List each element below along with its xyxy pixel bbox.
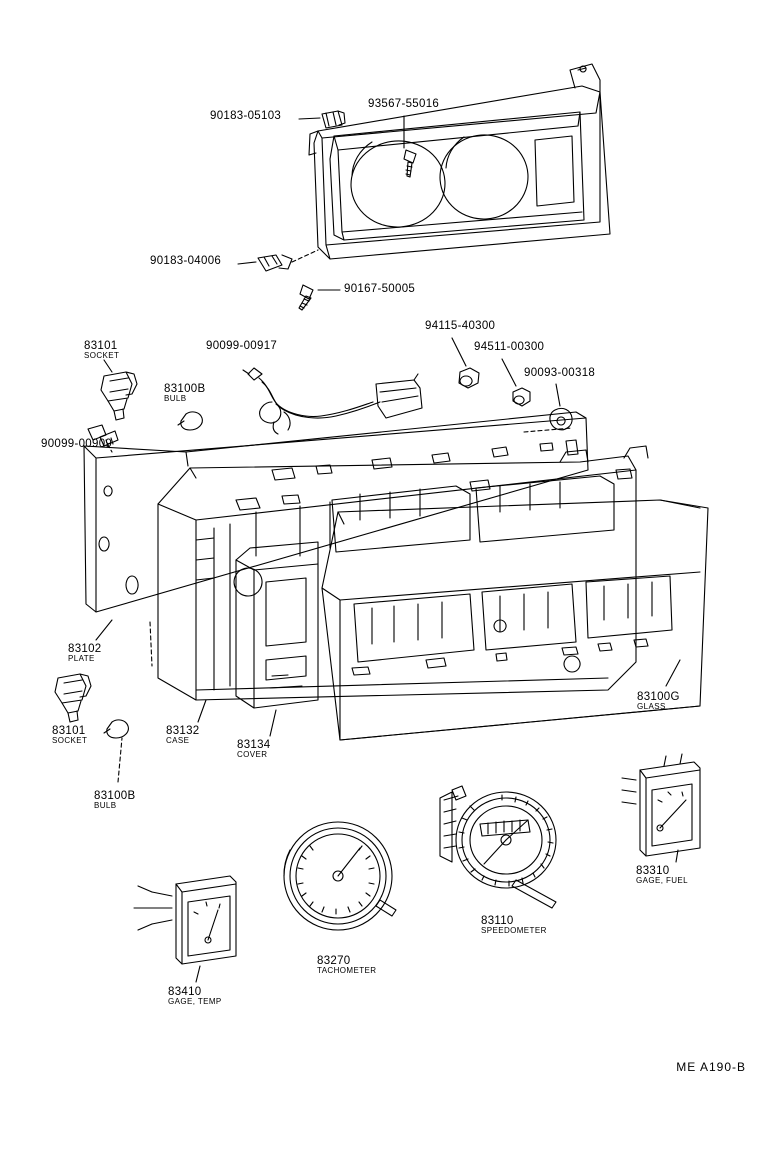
part-number: 83410 [168, 986, 202, 998]
wire-harness-90099-00917 [243, 368, 422, 434]
callout-83100B-bulb-upper [164, 383, 205, 403]
part-number: 90099-00909 [41, 438, 113, 450]
speedometer-83110 [440, 786, 556, 908]
part-description: GAGE, TEMP [168, 997, 222, 1007]
part-number: 83100B [164, 383, 206, 395]
washer-94511-00300 [513, 388, 530, 406]
callout-94511-00300 [474, 341, 544, 353]
callout-94115-40300 [425, 320, 495, 332]
part-number: 90183-05103 [210, 110, 282, 122]
clip-90183-04006 [258, 255, 292, 271]
callout-90093-00318 [524, 367, 595, 379]
figure-code: ME A190-B [676, 1060, 746, 1074]
part-description: SOCKET [84, 351, 120, 361]
plate-83102 [84, 412, 588, 612]
part-number: 90183-04006 [150, 255, 222, 267]
part-description: GLASS [637, 702, 666, 712]
socket-83101-lower [55, 674, 91, 722]
nut-94115-40300 [459, 368, 479, 388]
case-83132 [158, 446, 648, 700]
part-number: 94511-00300 [474, 341, 545, 353]
screw-93567-55016 [404, 150, 416, 177]
callout-83101-socket-upper [84, 340, 119, 360]
callout-83410-temp-gage [168, 986, 222, 1006]
part-number: 83110 [481, 915, 514, 927]
tachometer-83270 [284, 822, 396, 930]
callout-83270-tachometer [317, 955, 376, 975]
callout-83100G-glass [637, 691, 680, 711]
part-description: PLATE [68, 654, 95, 664]
part-number: 83100B [94, 790, 136, 802]
nut-90093-00318 [550, 408, 572, 429]
bulb-83100B-lower [104, 720, 128, 738]
part-description: BULB [164, 394, 187, 404]
callout-93567-55016 [368, 98, 439, 110]
part-number: 90167-50005 [344, 283, 416, 295]
callout-83310-fuel-gage [636, 865, 688, 885]
cover-83134 [236, 542, 318, 708]
callout-90183-05103 [210, 110, 281, 122]
callout-83101-socket-lower [52, 725, 87, 745]
part-number: 83100G [637, 691, 680, 703]
callout-90099-00909 [41, 438, 112, 450]
part-description: GAGE, FUEL [636, 876, 689, 886]
screw-90167-50005 [299, 285, 313, 310]
socket-83101-upper [101, 372, 137, 420]
part-description: SPEEDOMETER [481, 926, 547, 936]
part-number: 83132 [166, 725, 200, 737]
callout-90167-50005 [344, 283, 415, 295]
part-description: COVER [237, 750, 268, 760]
part-description: CASE [166, 736, 190, 746]
callout-90183-04006 [150, 255, 221, 267]
part-description: TACHOMETER [317, 966, 377, 976]
part-number: 83270 [317, 955, 351, 967]
part-number: 94115-40300 [425, 320, 496, 332]
part-number: 83310 [636, 865, 670, 877]
callout-90099-00917 [206, 340, 277, 352]
part-number: 83134 [237, 739, 271, 751]
callout-83102-plate [68, 643, 101, 663]
callout-83132-case [166, 725, 199, 745]
part-number: 83101 [52, 725, 86, 737]
part-description: BULB [94, 801, 117, 811]
fuel-gage-83310 [622, 754, 700, 856]
callout-83100B-bulb-lower [94, 790, 135, 810]
part-number: 90093-00318 [524, 367, 596, 379]
clip-90183-05103 [322, 111, 345, 128]
part-number: 83101 [84, 340, 118, 352]
cluster-hood-assembly [309, 64, 610, 259]
bulb-83100B-upper [178, 412, 202, 430]
part-description: SOCKET [52, 736, 88, 746]
temp-gage-83410 [134, 876, 236, 964]
callout-83110-speedometer [481, 915, 547, 935]
part-number: 83102 [68, 643, 102, 655]
part-number: 93567-55016 [368, 98, 440, 110]
callout-83134-cover [237, 739, 270, 759]
part-number: 90099-00917 [206, 340, 278, 352]
